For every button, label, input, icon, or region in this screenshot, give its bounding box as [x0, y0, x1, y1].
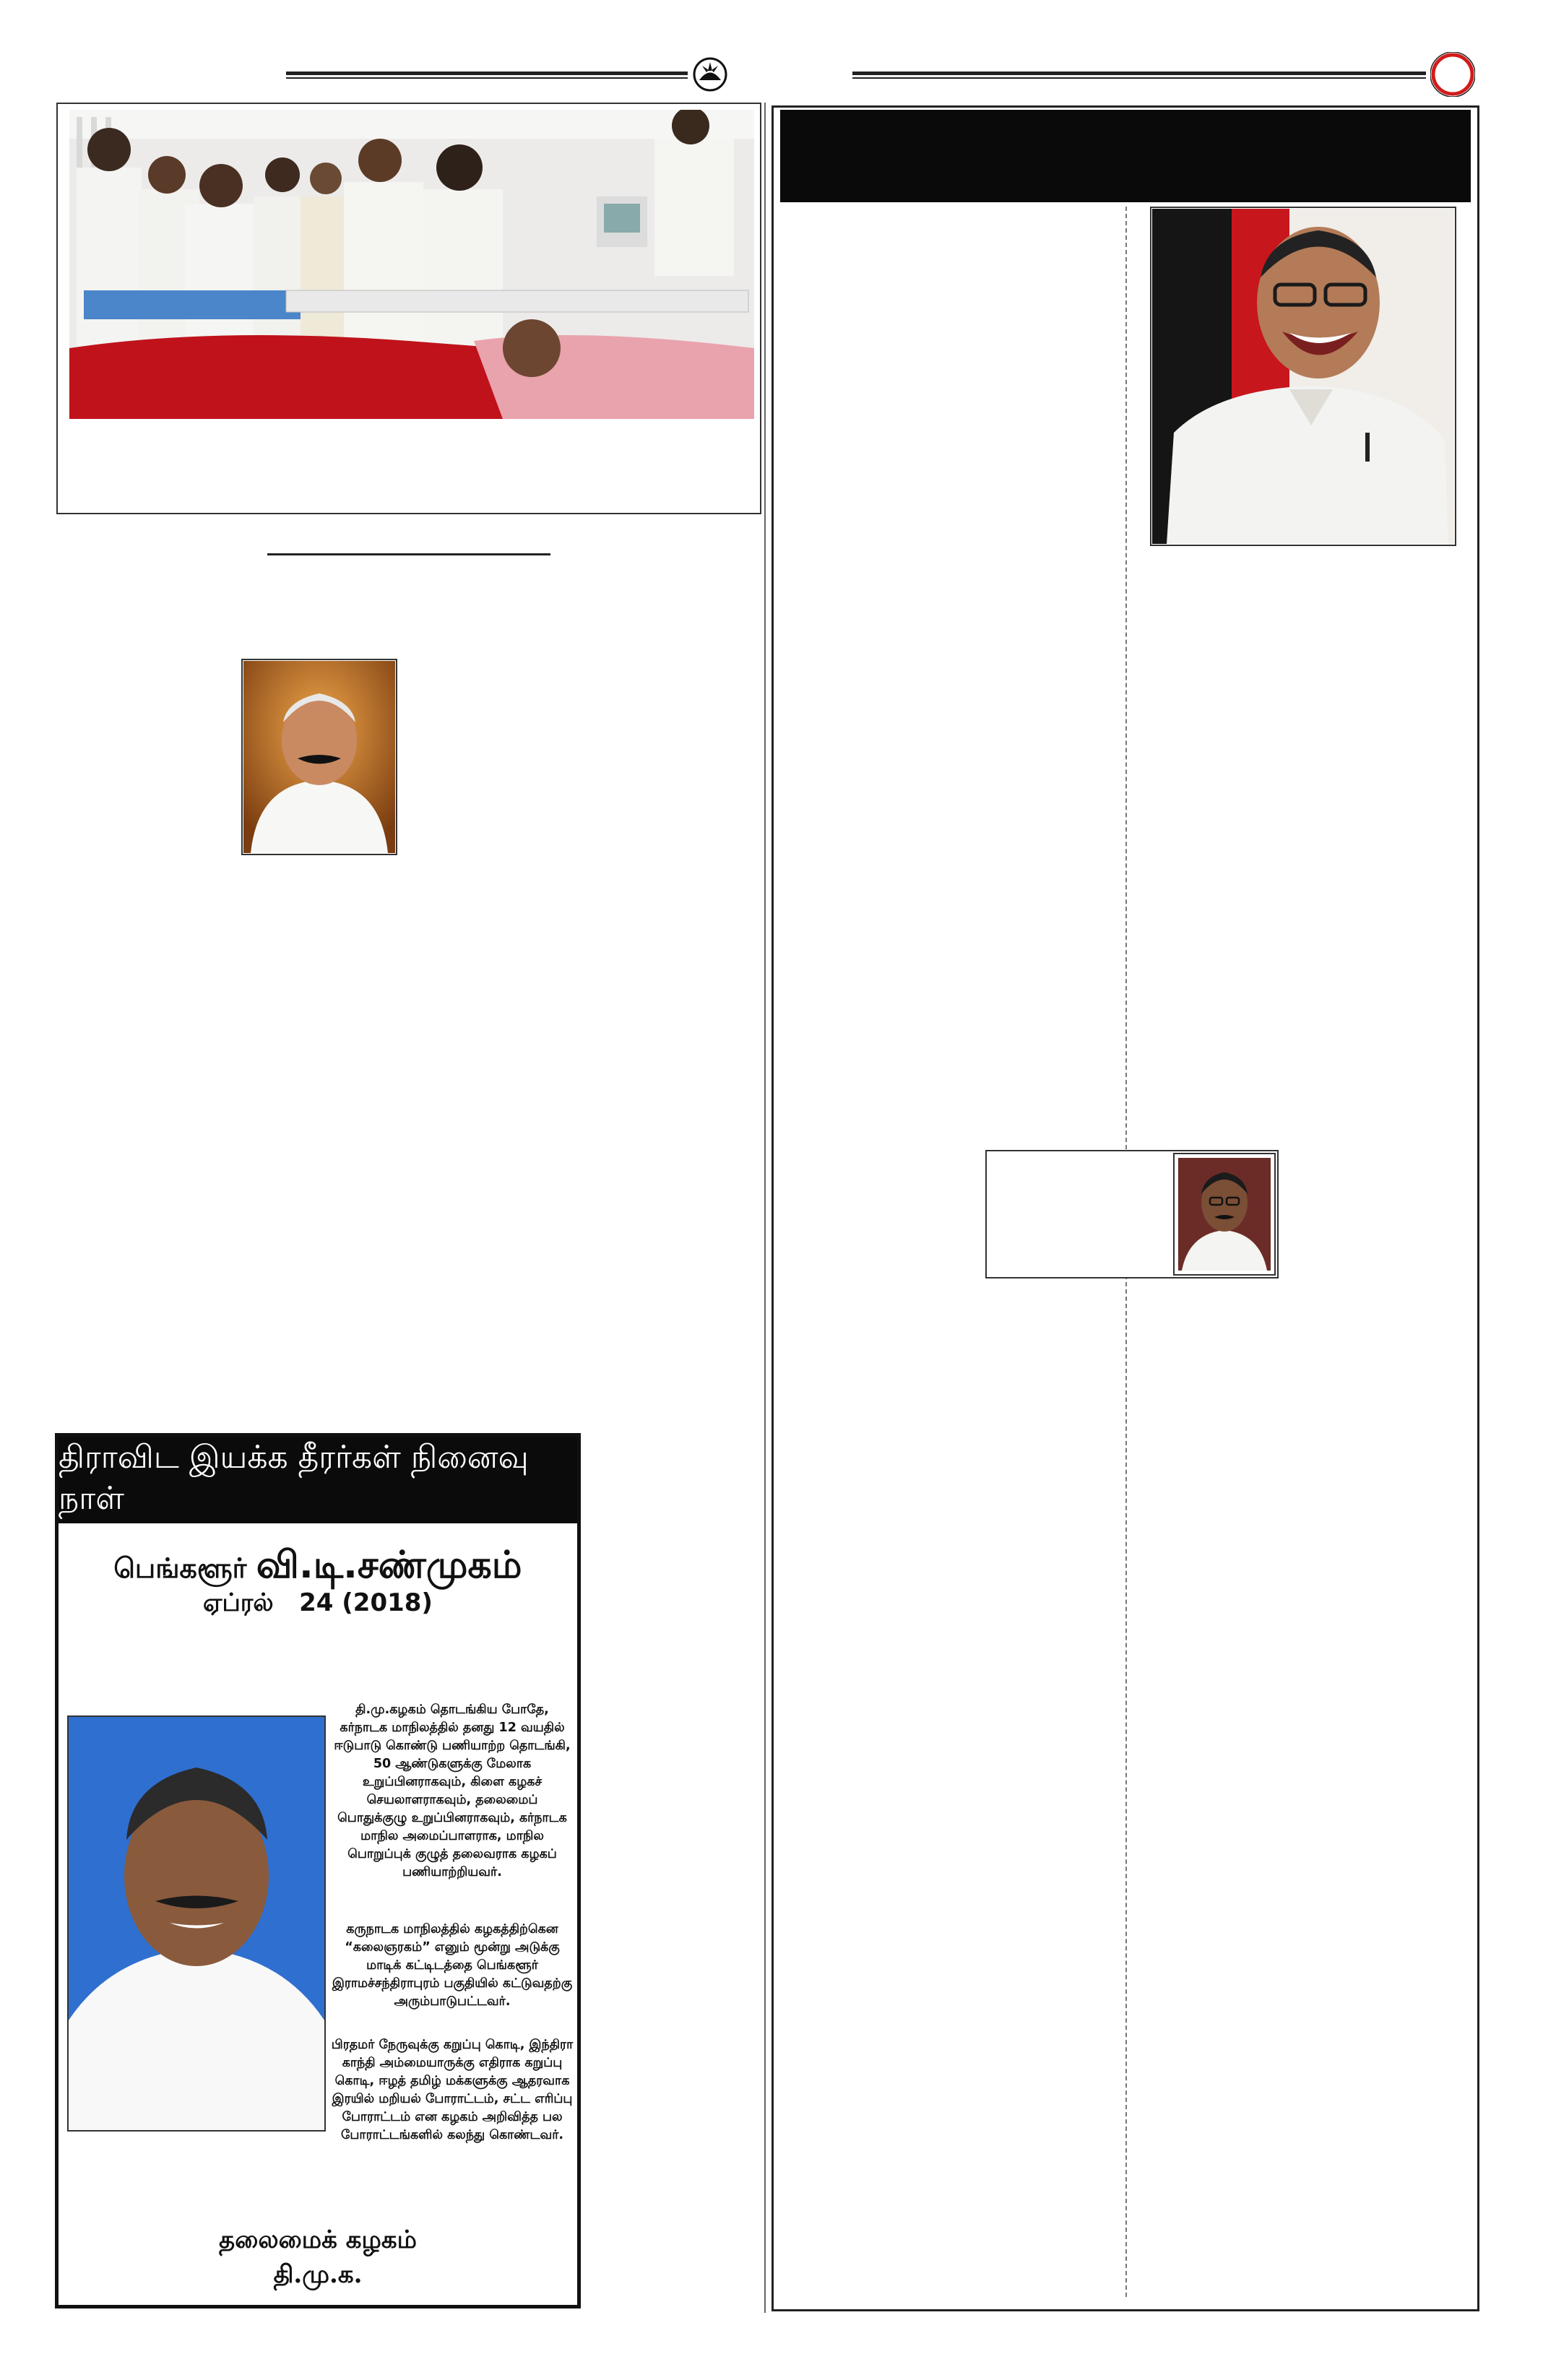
article-headline-bar [780, 110, 1471, 202]
column-divider [764, 103, 766, 2313]
rising-sun-emblem-icon [692, 56, 728, 92]
memorial-footer-party: தி.மு.க. [273, 2260, 363, 2289]
memorial-name-prefix: பெங்களூர் [113, 1552, 247, 1584]
memorial-footer-org: தலைமைக் கழகம் [219, 2225, 417, 2254]
memorial-paragraph: பிரதமர் நேருவுக்கு கறுப்பு கொடி, இந்திரா காந்தி அம்மையாருக்கு எதிராக கறுப்பு கொடி, ஈழத் தமிழ் மக்களுக்கு ஆதரவாக இரயில் மறியல் போராட்டம், சட்ட எரிப்பு போராட்டம் என கழகம் அறிவித்த பல போராட்டங்களில் கலந்து கொண்டவர். [331, 2038, 574, 2142]
header-rule-left [286, 72, 688, 75]
leader-portrait [243, 661, 395, 853]
memorial-portrait [67, 1715, 326, 2132]
memorial-heading: திராவிட இயக்க தீரர்கள் நினைவு நாள் [59, 1437, 577, 1523]
header-rule-right [852, 72, 1426, 75]
memorial-name-main: வி.டி.சண்முகம் [256, 1544, 522, 1587]
page-circle-icon [1430, 52, 1475, 97]
writer-portrait [1178, 1158, 1271, 1271]
memorial-name [59, 1544, 577, 1592]
memorial-date: ஏப்ரல் 24 (2018) [203, 1588, 433, 1617]
memorial-notice [55, 1433, 581, 2308]
hospital-visit-photo [69, 110, 754, 419]
memorial-paragraph: கருநாடக மாநிலத்தில் கழகத்திற்கென “கலைஞரகம்” எனும் மூன்று அடுக்கு மாடிக் கட்டிடத்தை பெங்களூர் இராமச்சந்திராபுரம் பகுதியில் கட்டுவதற்கு அரும்பாடுபட்டவர். [332, 1922, 573, 2009]
separator-short-rule [267, 553, 550, 555]
smiling-leader-portrait [1152, 209, 1454, 544]
memorial-paragraph: தி.மு.கழகம் தொடங்கிய போதே, கர்நாடக மாநிலத்தில் தனது 12 வயதில் ஈடுபாடு கொண்டு பணியாற்ற தொடங்கி, 50 ஆண்டுகளுக்கு மேலாக உறுப்பினராகவும், கிளை கழகச் செயலாளராகவும், தலைமைப் பொதுக்குழு உறுப்பினராகவும், கர்நாடக மாநில அமைப்பாளராக, மாநில பொறுப்புக் குழுத் தலைவராக கழகப் பணியாற்றியவர். [334, 1702, 571, 1879]
